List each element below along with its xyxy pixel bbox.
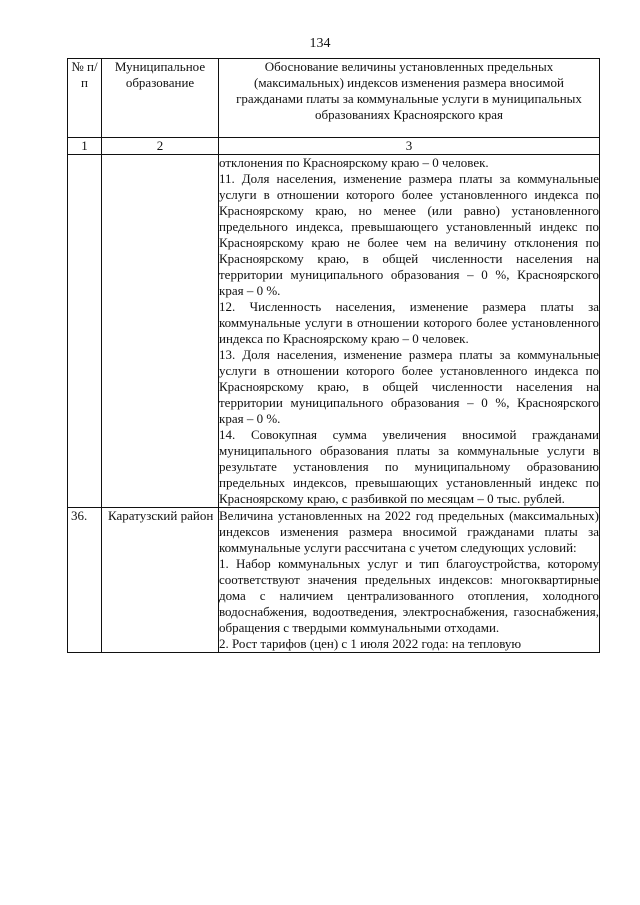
- header-col-municipality: Муниципальное образование: [102, 59, 219, 138]
- paragraph: 14. Совокупная сумма увеличения вносимой гражданами муниципального образования платы за коммунальные услуги в результате установления по муниципальному образованию предельных индексов, превышающих установленный индекс по Красноярскому краю, с разбивкой по месяцам – 0 тыс. рублей.: [219, 427, 599, 506]
- paragraph: 1. Набор коммунальных услуг и тип благоустройства, которому соответствуют значения предельных индексов: многоквартирные дома с наличием централизованного отопления, холодного водоснабжения, водоотведения, электроснабжения, газоснабжения, обращения с твердыми коммунальными отходами.: [219, 556, 599, 635]
- column-number-2: 2: [102, 138, 219, 155]
- table-header-row: [68, 59, 600, 138]
- row-municipality-cell: Каратузский район: [102, 508, 219, 653]
- paragraph: 2. Рост тарифов (цен) с 1 июля 2022 года: на тепловую: [219, 636, 522, 651]
- row-number-cell: 36.: [68, 508, 102, 653]
- paragraph: 11. Доля населения, изменение размера платы за коммунальные услуги в отношении которого более установленного индекса по Красноярскому краю, но менее (или равно) установленного предельного индекса, превышающего установленный индекс по Красноярскому краю не более чем на величину отклонения по Красноярскому краю, в общей численности населения на территории муниципального образования – 0 %, Красноярского края – 0 %.: [219, 171, 599, 298]
- table-row-continued: [68, 155, 600, 508]
- header-col-number: № п/п: [68, 59, 102, 138]
- paragraph: 13. Доля населения, изменение размера платы за коммунальные услуги в отношении которого более установленного индекса по Красноярскому краю, в общей численности населения на территории муниципального образования – 0 %, Красноярского края – 0 %.: [219, 347, 599, 426]
- table-row-36: [68, 508, 600, 653]
- row-number-cell: [68, 155, 102, 508]
- row-municipality-cell: [102, 155, 219, 508]
- paragraph: 12. Численность населения, изменение размера платы за коммунальные услуги в отношении которого более установленного индекса по Красноярскому краю – 0 человек.: [219, 299, 599, 346]
- header-col-justification: Обоснование величины установленных предельных (максимальных) индексов изменения размера вносимой гражданами платы за коммунальные услуги в муниципальных образованиях Красноярского края: [219, 59, 600, 138]
- column-number-3: 3: [219, 138, 600, 155]
- municipal-index-table: [67, 58, 600, 653]
- paragraph: Величина установленных на 2022 год предельных (максимальных) индексов изменения размера вносимой гражданами платы за коммунальные услуги рассчитана с учетом следующих условий:: [219, 508, 599, 555]
- page-number: 134: [309, 36, 331, 51]
- row-justification-cell: [219, 508, 600, 653]
- column-number-row: [68, 138, 600, 155]
- paragraph: отклонения по Красноярскому краю – 0 человек.: [219, 155, 489, 170]
- row-justification-cell: [219, 155, 600, 508]
- column-number-1: 1: [68, 138, 102, 155]
